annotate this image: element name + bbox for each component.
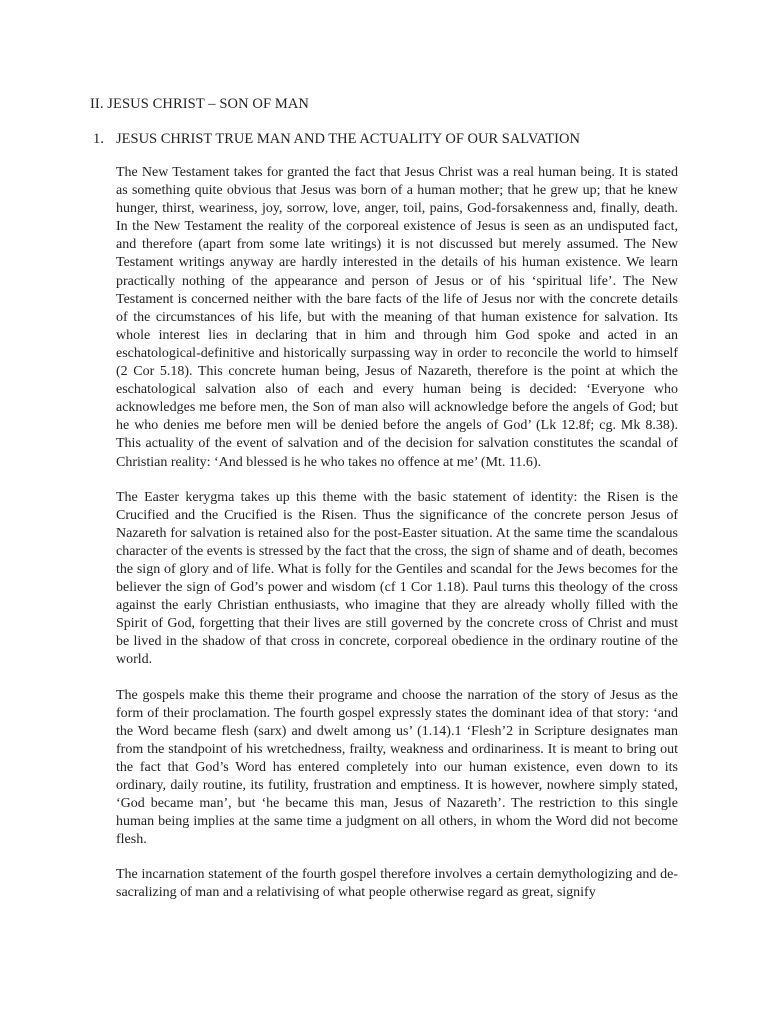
section-heading: II. JESUS CHRIST – SON OF MAN — [90, 96, 309, 112]
paragraph-1: The New Testament takes for granted the fact that Jesus Christ was a real human being. It is stated as something quite obvious that Jesus was born of a human mother; that he grew up; that he knew hunger, thirst, weariness, joy, sorrow, love, anger, toil, pains, God-forsakenness and, finally, death. In the New Testament the reality of the corporeal existence of Jesus is seen as an undisputed fact, and therefore (apart from some late writings) it is not discussed but merely assumed. The New Testament writings anyway are hardly interested in the details of his human existence. We learn practically nothing of the appearance and person of Jesus or of his ‘spiritual life’. The New Testament is concerned neither with the bare facts of the life of Jesus nor with the concrete details of the circumstances of his life, but with the meaning of that human existence for salvation. Its whole interest lies in declaring that in him and through him God spoke and acted in an eschatological-definitive and historically surpassing way in order to reconcile the world to himself (2 Cor 5.18). This concrete human being, Jesus of Nazareth, therefore is the point at which the eschatological salvation also of each and every human being is decided: ‘Everyone who acknowledges me before men, the Son of man also will acknowledge before the angels of God; but he who denies me before men will be denied before the angels of God’ (Lk 12.8f; cg. Mk 8.38). This actuality of the event of salvation and of the decision for salvation constitutes the scandal of Christian reality: ‘And blessed is he who takes no offence at me’ (Mt. 11.6). — [116, 165, 678, 470]
subsection-title: JESUS CHRIST TRUE MAN AND THE ACTUALITY OF OUR SALVATION — [116, 131, 580, 147]
subsection-number: 1. — [93, 131, 104, 147]
paragraph-2: The Easter kerygma takes up this theme with the basic statement of identity: the Risen is the Crucified and the Crucified is the Risen. Thus the significance of the concrete person Jesus of Nazareth for salvation is retained also for the post-Easter situation. At the same time the scandalous character of the events is stressed by the fact that the cross, the sign of shame and of death, becomes the sign of glory and of life. What is folly for the Gentiles and scandal for the Jews becomes for the believer the sign of God’s power and wisdom (cf 1 Cor 1.18). Paul turns this theology of the cross against the early Christian enthusiasts, who imagine that they are already wholly filled with the Spirit of God, forgetting that their lives are still governed by the concrete cross of Christ and must be lived in the shadow of that cross in concrete, corporeal obedience in the ordinary routine of the world. — [116, 489, 678, 668]
paragraph-3: The gospels make this theme their programe and choose the narration of the story of Jesus as the form of their proclamation. The fourth gospel expressly states the dominant idea of that story: ‘and the Word became flesh (sarx) and dwelt among us’ (1.14).1 ‘Flesh’2 in Scripture designates man from the standpoint of his wretchedness, frailty, weakness and ordinariness. It is meant to bring out the fact that God’s Word has entered completely into our human existence, even down to its ordinary, daily routine, its futility, frustration and emptiness. It is however, nowhere simply stated, ‘God became man’, but ‘he became this man, Jesus of Nazareth’. The restriction to this single human being implies at the same time a judgment on all others, in whom the Word did not become flesh. — [116, 687, 678, 848]
paragraph-4: The incarnation statement of the fourth gospel therefore involves a certain demythologizing and de-sacralizing of man and a relativising of what people otherwise regard as great, signify — [116, 867, 678, 901]
subsection-heading — [93, 130, 580, 148]
body-text — [116, 164, 678, 920]
